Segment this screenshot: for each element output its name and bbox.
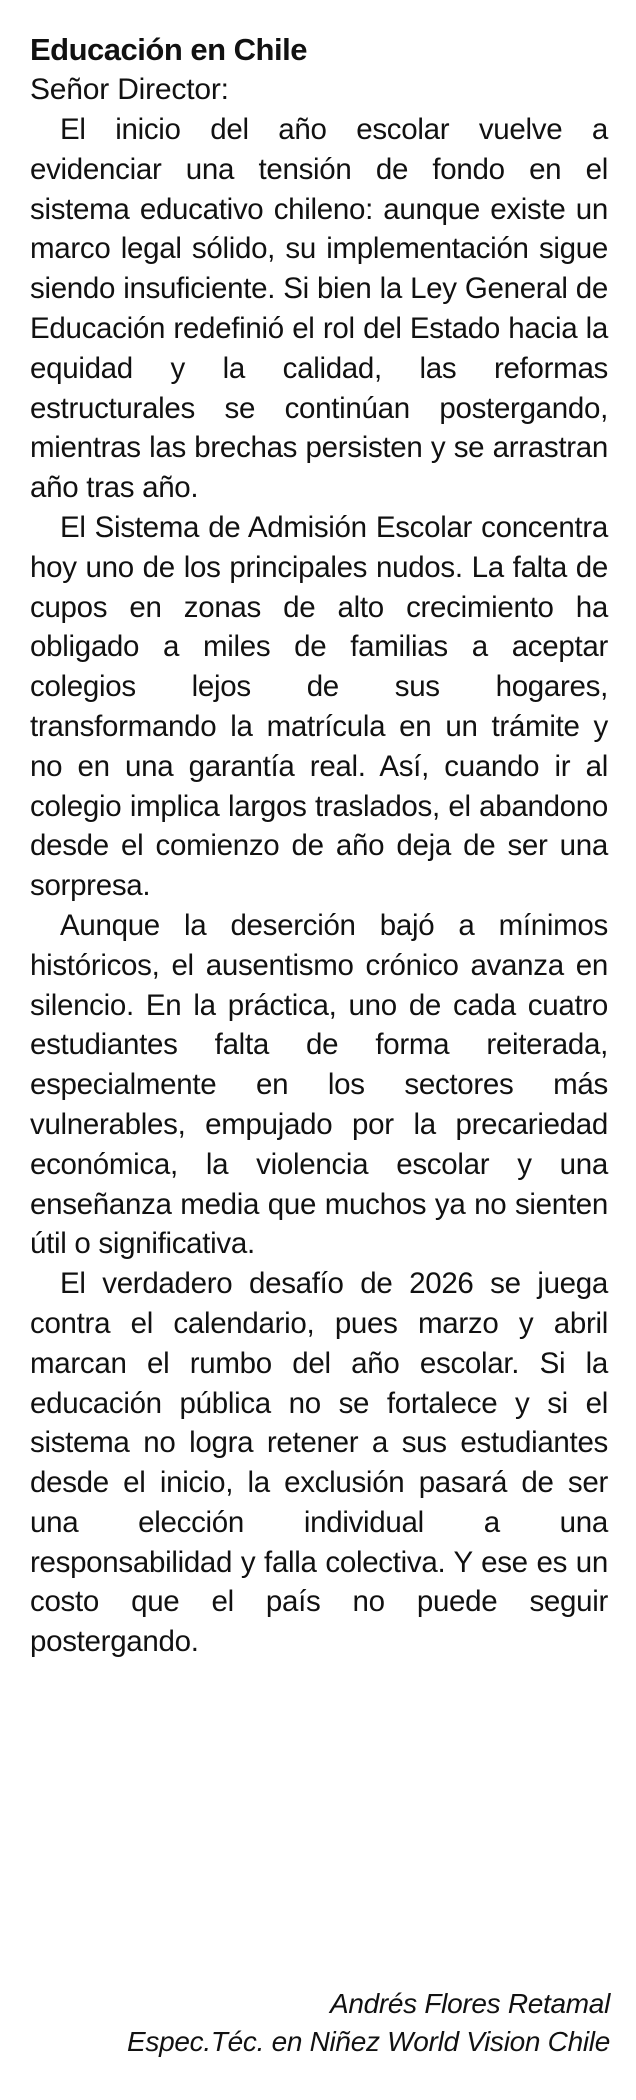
paragraph-1: El inicio del año escolar vuelve a evidenciar una tensión de fondo en el sistema educativo chileno: aunque existe un marco legal sólido, su implementación sigue siendo insuficiente. Si bien la Ley General de Educación redefinió el rol del Estado hacia la equidad y la calidad, las reformas estructurales se continúan postergando, mientras las brechas persisten y se arrastran año tras año. (30, 113, 608, 505)
letter-to-editor (30, 30, 608, 1662)
signature-block (127, 1985, 610, 2061)
paragraph-4: El verdadero desafío de 2026 se juega contra el calendario, pues marzo y abril marcan el rumbo del año escolar. Si la educación pública no se fortalece y si el sistema no logra retener a sus estudiantes desde el inicio, la exclusión pasará de ser una elección individual a una responsabilidad y falla colectiva. Y ese es un costo que el país no puede seguir postergando. (30, 1267, 608, 1659)
paragraph-3: Aunque la deserción bajó a mínimos históricos, el ausentismo crónico avanza en silencio. En la práctica, uno de cada cuatro estudiantes falta de forma reiterada, especialmente en los sectores más vulnerables, empujado por la precariedad económica, la violencia escolar y una enseñanza media que muchos ya no sienten útil o significativa. (30, 908, 608, 1261)
letter-title: Educación en Chile (30, 32, 307, 67)
salutation: Señor Director: (30, 73, 229, 106)
author-name: Andrés Flores Retamal (329, 1988, 610, 2019)
paragraph-2: El Sistema de Admisión Escolar concentra hoy uno de los principales nudos. La falta de cupos en zonas de alto crecimiento ha obligado a miles de familias a aceptar colegios lejos de sus hogares, transformando la matrícula en un trámite y no en una garantía real. Así, cuando ir al colegio implica largos traslados, el abandono desde el comienzo de año deja de ser una sorpresa. (30, 510, 608, 903)
author-role: Espec.Téc. en Niñez World Vision Chile (127, 2026, 610, 2057)
